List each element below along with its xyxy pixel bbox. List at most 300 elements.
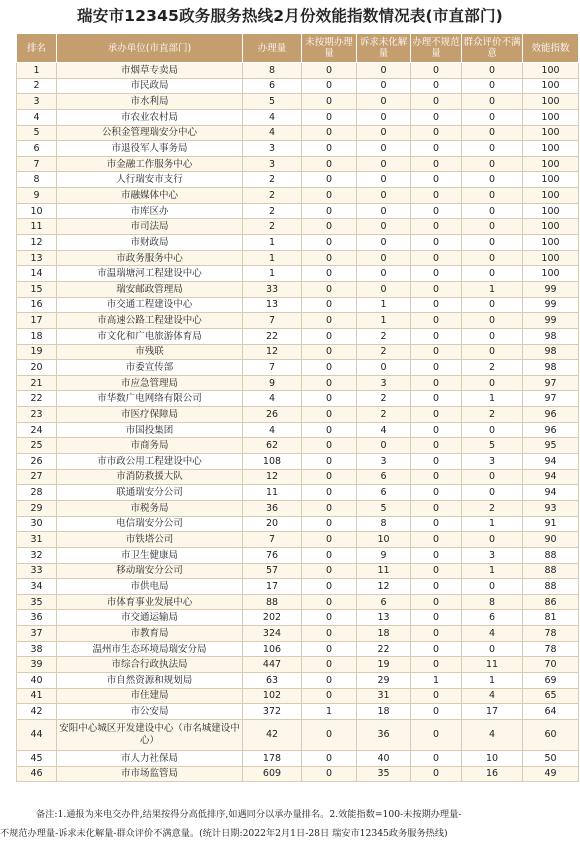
- cell-overdue: 0: [302, 500, 357, 516]
- table-row: [17, 641, 579, 657]
- cell-overdue: 0: [302, 188, 357, 204]
- cell-unit: 市人力社保局: [57, 750, 243, 766]
- cell-rank: 24: [17, 422, 57, 438]
- cell-unit: 市铁塔公司: [57, 532, 243, 548]
- cell-rank: 19: [17, 344, 57, 360]
- cell-dissatisfied: 0: [462, 188, 523, 204]
- cell-rank: 7: [17, 156, 57, 172]
- header-unit: 承办单位(市直部门): [57, 34, 243, 63]
- cell-volume: 4: [243, 391, 302, 407]
- cell-unresolved: 19: [357, 657, 411, 673]
- cell-volume: 57: [243, 563, 302, 579]
- cell-irregular: 0: [411, 563, 462, 579]
- cell-irregular: 0: [411, 547, 462, 563]
- cell-volume: 102: [243, 688, 302, 704]
- cell-unresolved: 0: [357, 203, 411, 219]
- cell-rank: 20: [17, 360, 57, 376]
- cell-unresolved: 6: [357, 594, 411, 610]
- cell-unit: 市综合行政执法局: [57, 657, 243, 673]
- cell-unit: 瑞安邮政管理局: [57, 281, 243, 297]
- cell-dissatisfied: 0: [462, 156, 523, 172]
- cell-overdue: 0: [302, 516, 357, 532]
- cell-unresolved: 0: [357, 235, 411, 251]
- cell-unresolved: 0: [357, 266, 411, 282]
- cell-unresolved: 5: [357, 500, 411, 516]
- cell-rank: 11: [17, 219, 57, 235]
- cell-irregular: 0: [411, 594, 462, 610]
- cell-unit: 市融媒体中心: [57, 188, 243, 204]
- cell-efficiency-index: 65: [523, 688, 579, 704]
- cell-unit: 市教育局: [57, 626, 243, 642]
- table-row: [17, 532, 579, 548]
- cell-efficiency-index: 94: [523, 485, 579, 501]
- cell-volume: 63: [243, 672, 302, 688]
- cell-rank: 37: [17, 626, 57, 642]
- table-row: [17, 328, 579, 344]
- cell-unit: 市温瑞塘河工程建设中心: [57, 266, 243, 282]
- cell-volume: 6: [243, 78, 302, 94]
- cell-irregular: 0: [411, 579, 462, 595]
- cell-dissatisfied: 0: [462, 78, 523, 94]
- cell-rank: 21: [17, 375, 57, 391]
- cell-unresolved: 0: [357, 78, 411, 94]
- cell-dissatisfied: 0: [462, 125, 523, 141]
- cell-overdue: 0: [302, 313, 357, 329]
- table-row: [17, 719, 579, 750]
- cell-dissatisfied: 1: [462, 391, 523, 407]
- table-row: [17, 63, 579, 79]
- table-row: [17, 438, 579, 454]
- cell-dissatisfied: 1: [462, 281, 523, 297]
- cell-dissatisfied: 0: [462, 203, 523, 219]
- cell-irregular: 0: [411, 610, 462, 626]
- cell-dissatisfied: 0: [462, 469, 523, 485]
- cell-volume: 4: [243, 422, 302, 438]
- table-header-row: [17, 34, 579, 63]
- cell-rank: 16: [17, 297, 57, 313]
- cell-dissatisfied: 0: [462, 250, 523, 266]
- table-row: [17, 109, 579, 125]
- cell-volume: 62: [243, 438, 302, 454]
- cell-rank: 9: [17, 188, 57, 204]
- cell-efficiency-index: 88: [523, 579, 579, 595]
- cell-efficiency-index: 93: [523, 500, 579, 516]
- cell-rank: 46: [17, 766, 57, 782]
- table-row: [17, 250, 579, 266]
- cell-rank: 29: [17, 500, 57, 516]
- cell-overdue: 0: [302, 141, 357, 157]
- table-row: [17, 579, 579, 595]
- cell-volume: 2: [243, 219, 302, 235]
- cell-overdue: 0: [302, 250, 357, 266]
- footnote-line-2: 不规范办理量-诉求未化解量-群众评价不满意量。(统计日期:2022年2月1日-28日 瑞安市12345政务服务热线): [0, 828, 448, 839]
- cell-volume: 7: [243, 313, 302, 329]
- cell-irregular: 0: [411, 125, 462, 141]
- cell-volume: 13: [243, 297, 302, 313]
- cell-unit: 市消防救援大队: [57, 469, 243, 485]
- cell-unit: 人行瑞安市支行: [57, 172, 243, 188]
- cell-rank: 5: [17, 125, 57, 141]
- table-row: [17, 94, 579, 110]
- header-unresolved: 诉求未化解量: [357, 34, 411, 63]
- cell-dissatisfied: 6: [462, 610, 523, 626]
- table-row: [17, 563, 579, 579]
- cell-unit: 移动瑞安分公司: [57, 563, 243, 579]
- cell-irregular: 0: [411, 657, 462, 673]
- cell-dissatisfied: 0: [462, 313, 523, 329]
- cell-efficiency-index: 100: [523, 156, 579, 172]
- table-body: [17, 63, 579, 782]
- cell-unresolved: 13: [357, 610, 411, 626]
- table-row: [17, 344, 579, 360]
- cell-unresolved: 0: [357, 125, 411, 141]
- cell-irregular: 0: [411, 766, 462, 782]
- cell-dissatisfied: 0: [462, 579, 523, 595]
- cell-unit: 市医疗保障局: [57, 407, 243, 423]
- cell-efficiency-index: 50: [523, 750, 579, 766]
- cell-efficiency-index: 100: [523, 172, 579, 188]
- cell-volume: 88: [243, 594, 302, 610]
- cell-overdue: 1: [302, 704, 357, 720]
- table-row: [17, 297, 579, 313]
- cell-volume: 1: [243, 235, 302, 251]
- table-row: [17, 516, 579, 532]
- cell-overdue: 0: [302, 203, 357, 219]
- cell-dissatisfied: 2: [462, 500, 523, 516]
- cell-efficiency-index: 96: [523, 422, 579, 438]
- cell-irregular: 0: [411, 454, 462, 470]
- cell-dissatisfied: 16: [462, 766, 523, 782]
- cell-unit: 市市场监管局: [57, 766, 243, 782]
- cell-overdue: 0: [302, 485, 357, 501]
- cell-volume: 12: [243, 344, 302, 360]
- cell-dissatisfied: 0: [462, 63, 523, 79]
- cell-irregular: 0: [411, 422, 462, 438]
- cell-unit: 市税务局: [57, 500, 243, 516]
- cell-unit: 安阳中心城区开发建设中心（市名城建设中心）: [57, 719, 243, 750]
- cell-unresolved: 6: [357, 469, 411, 485]
- cell-efficiency-index: 97: [523, 391, 579, 407]
- table-row: [17, 704, 579, 720]
- cell-rank: 30: [17, 516, 57, 532]
- cell-rank: 10: [17, 203, 57, 219]
- cell-unresolved: 11: [357, 563, 411, 579]
- table-row: [17, 188, 579, 204]
- cell-irregular: 0: [411, 500, 462, 516]
- table-row: [17, 281, 579, 297]
- cell-rank: 41: [17, 688, 57, 704]
- cell-rank: 31: [17, 532, 57, 548]
- cell-efficiency-index: 100: [523, 250, 579, 266]
- table-row: [17, 235, 579, 251]
- cell-irregular: 0: [411, 141, 462, 157]
- cell-overdue: 0: [302, 63, 357, 79]
- cell-overdue: 0: [302, 78, 357, 94]
- cell-efficiency-index: 100: [523, 266, 579, 282]
- cell-unit: 市高速公路工程建设中心: [57, 313, 243, 329]
- cell-unresolved: 31: [357, 688, 411, 704]
- cell-unit: 市文化和广电旅游体育局: [57, 328, 243, 344]
- cell-efficiency-index: 78: [523, 641, 579, 657]
- cell-volume: 8: [243, 63, 302, 79]
- cell-unit: 市交通运输局: [57, 610, 243, 626]
- cell-efficiency-index: 70: [523, 657, 579, 673]
- cell-overdue: 0: [302, 532, 357, 548]
- cell-rank: 39: [17, 657, 57, 673]
- cell-rank: 14: [17, 266, 57, 282]
- cell-rank: 8: [17, 172, 57, 188]
- cell-volume: 33: [243, 281, 302, 297]
- cell-irregular: 0: [411, 704, 462, 720]
- cell-volume: 7: [243, 532, 302, 548]
- cell-volume: 2: [243, 203, 302, 219]
- cell-unit: 市财政局: [57, 235, 243, 251]
- cell-overdue: 0: [302, 375, 357, 391]
- table-row: [17, 657, 579, 673]
- cell-dissatisfied: 1: [462, 563, 523, 579]
- cell-overdue: 0: [302, 94, 357, 110]
- cell-efficiency-index: 98: [523, 344, 579, 360]
- cell-overdue: 0: [302, 219, 357, 235]
- cell-overdue: 0: [302, 563, 357, 579]
- cell-irregular: 0: [411, 688, 462, 704]
- cell-volume: 372: [243, 704, 302, 720]
- cell-dissatisfied: 0: [462, 141, 523, 157]
- cell-unit: 市交通工程建设中心: [57, 297, 243, 313]
- cell-volume: 42: [243, 719, 302, 750]
- cell-overdue: 0: [302, 328, 357, 344]
- cell-unit: 市卫生健康局: [57, 547, 243, 563]
- cell-irregular: 0: [411, 438, 462, 454]
- cell-unit: 电信瑞安分公司: [57, 516, 243, 532]
- cell-efficiency-index: 100: [523, 141, 579, 157]
- cell-unit: 公积金管理瑞安分中心: [57, 125, 243, 141]
- cell-efficiency-index: 100: [523, 78, 579, 94]
- cell-overdue: 0: [302, 344, 357, 360]
- cell-volume: 2: [243, 188, 302, 204]
- cell-volume: 76: [243, 547, 302, 563]
- table-row: [17, 500, 579, 516]
- cell-overdue: 0: [302, 610, 357, 626]
- cell-rank: 36: [17, 610, 57, 626]
- cell-dissatisfied: 10: [462, 750, 523, 766]
- header-rank: 排名: [17, 34, 57, 63]
- cell-dissatisfied: 0: [462, 109, 523, 125]
- cell-unit: 市供电局: [57, 579, 243, 595]
- cell-irregular: 0: [411, 78, 462, 94]
- cell-irregular: 0: [411, 109, 462, 125]
- cell-volume: 7: [243, 360, 302, 376]
- cell-efficiency-index: 90: [523, 532, 579, 548]
- table-row: [17, 422, 579, 438]
- cell-dissatisfied: 0: [462, 297, 523, 313]
- cell-unresolved: 0: [357, 281, 411, 297]
- cell-rank: 26: [17, 454, 57, 470]
- cell-overdue: 0: [302, 594, 357, 610]
- cell-unresolved: 0: [357, 141, 411, 157]
- cell-efficiency-index: 69: [523, 672, 579, 688]
- cell-rank: 1: [17, 63, 57, 79]
- cell-unresolved: 1: [357, 313, 411, 329]
- table-row: [17, 469, 579, 485]
- cell-efficiency-index: 99: [523, 281, 579, 297]
- cell-irregular: 0: [411, 313, 462, 329]
- cell-rank: 15: [17, 281, 57, 297]
- cell-volume: 9: [243, 375, 302, 391]
- header-dissatisfied: 群众评价不满意: [462, 34, 523, 63]
- cell-dissatisfied: 0: [462, 532, 523, 548]
- cell-rank: 4: [17, 109, 57, 125]
- cell-overdue: 0: [302, 454, 357, 470]
- cell-volume: 11: [243, 485, 302, 501]
- cell-irregular: 0: [411, 626, 462, 642]
- cell-efficiency-index: 96: [523, 407, 579, 423]
- cell-dissatisfied: 0: [462, 422, 523, 438]
- cell-dissatisfied: 17: [462, 704, 523, 720]
- cell-overdue: 0: [302, 547, 357, 563]
- table-row: [17, 141, 579, 157]
- cell-dissatisfied: 0: [462, 485, 523, 501]
- table-row: [17, 407, 579, 423]
- cell-unresolved: 0: [357, 94, 411, 110]
- cell-unresolved: 4: [357, 422, 411, 438]
- cell-unit: 市华数广电网络有限公司: [57, 391, 243, 407]
- cell-overdue: 0: [302, 688, 357, 704]
- cell-unresolved: 0: [357, 360, 411, 376]
- header-efficiency-index: 效能指数: [523, 34, 579, 63]
- cell-dissatisfied: 3: [462, 454, 523, 470]
- footnote-line-1: 备注:1.通报为来电交办件,结果按得分高低排序,如遇同分以承办量排名。2.效能指数=100-未按期办理量-: [36, 809, 462, 820]
- cell-overdue: 0: [302, 672, 357, 688]
- cell-efficiency-index: 94: [523, 454, 579, 470]
- cell-unit: 市委宣传部: [57, 360, 243, 376]
- cell-rank: 12: [17, 235, 57, 251]
- cell-rank: 35: [17, 594, 57, 610]
- cell-unit: 联通瑞安分公司: [57, 485, 243, 501]
- cell-rank: 17: [17, 313, 57, 329]
- cell-volume: 178: [243, 750, 302, 766]
- cell-dissatisfied: 1: [462, 516, 523, 532]
- cell-dissatisfied: 2: [462, 407, 523, 423]
- cell-irregular: 0: [411, 750, 462, 766]
- table-row: [17, 360, 579, 376]
- cell-unit: 市退役军人事务局: [57, 141, 243, 157]
- cell-irregular: 0: [411, 203, 462, 219]
- cell-dissatisfied: 1: [462, 672, 523, 688]
- cell-efficiency-index: 100: [523, 188, 579, 204]
- cell-volume: 447: [243, 657, 302, 673]
- cell-dissatisfied: 11: [462, 657, 523, 673]
- cell-unresolved: 3: [357, 454, 411, 470]
- cell-efficiency-index: 100: [523, 125, 579, 141]
- table-row: [17, 125, 579, 141]
- cell-overdue: 0: [302, 297, 357, 313]
- cell-irregular: 0: [411, 297, 462, 313]
- cell-efficiency-index: 81: [523, 610, 579, 626]
- cell-overdue: 0: [302, 766, 357, 782]
- header-volume: 办理量: [243, 34, 302, 63]
- cell-efficiency-index: 100: [523, 219, 579, 235]
- cell-rank: 32: [17, 547, 57, 563]
- cell-dissatisfied: 4: [462, 719, 523, 750]
- cell-unresolved: 12: [357, 579, 411, 595]
- table-row: [17, 156, 579, 172]
- cell-unresolved: 36: [357, 719, 411, 750]
- table-row: [17, 626, 579, 642]
- cell-irregular: 0: [411, 360, 462, 376]
- table-row: [17, 594, 579, 610]
- table-row: [17, 172, 579, 188]
- cell-rank: 2: [17, 78, 57, 94]
- cell-overdue: 0: [302, 156, 357, 172]
- cell-overdue: 0: [302, 657, 357, 673]
- cell-volume: 202: [243, 610, 302, 626]
- cell-efficiency-index: 100: [523, 63, 579, 79]
- cell-overdue: 0: [302, 719, 357, 750]
- cell-efficiency-index: 98: [523, 328, 579, 344]
- cell-unresolved: 40: [357, 750, 411, 766]
- cell-irregular: 0: [411, 188, 462, 204]
- cell-unresolved: 0: [357, 250, 411, 266]
- cell-unit: 市商务局: [57, 438, 243, 454]
- cell-rank: 34: [17, 579, 57, 595]
- cell-unresolved: 0: [357, 172, 411, 188]
- cell-rank: 23: [17, 407, 57, 423]
- cell-overdue: 0: [302, 360, 357, 376]
- cell-unresolved: 18: [357, 704, 411, 720]
- cell-irregular: 0: [411, 266, 462, 282]
- cell-overdue: 0: [302, 125, 357, 141]
- cell-unresolved: 9: [357, 547, 411, 563]
- cell-volume: 22: [243, 328, 302, 344]
- cell-unresolved: 18: [357, 626, 411, 642]
- cell-efficiency-index: 91: [523, 516, 579, 532]
- table-row: [17, 672, 579, 688]
- cell-unresolved: 6: [357, 485, 411, 501]
- cell-rank: 3: [17, 94, 57, 110]
- table-row: [17, 688, 579, 704]
- table-row: [17, 266, 579, 282]
- cell-unit: 市烟草专卖局: [57, 63, 243, 79]
- cell-dissatisfied: 2: [462, 360, 523, 376]
- cell-irregular: 0: [411, 94, 462, 110]
- cell-efficiency-index: 100: [523, 94, 579, 110]
- table-row: [17, 313, 579, 329]
- cell-unresolved: 0: [357, 63, 411, 79]
- cell-volume: 106: [243, 641, 302, 657]
- cell-unresolved: 3: [357, 375, 411, 391]
- table-row: [17, 766, 579, 782]
- cell-unresolved: 0: [357, 438, 411, 454]
- cell-unresolved: 0: [357, 109, 411, 125]
- table-row: [17, 375, 579, 391]
- cell-efficiency-index: 78: [523, 626, 579, 642]
- cell-unit: 市农业农村局: [57, 109, 243, 125]
- header-irregular: 办理不规范量: [411, 34, 462, 63]
- page-title: 瑞安市12345政务服务热线2月份效能指数情况表(市直部门): [77, 7, 503, 25]
- cell-overdue: 0: [302, 641, 357, 657]
- cell-efficiency-index: 100: [523, 109, 579, 125]
- cell-rank: 27: [17, 469, 57, 485]
- cell-overdue: 0: [302, 235, 357, 251]
- cell-rank: 42: [17, 704, 57, 720]
- cell-unit: 温州市生态环境局瑞安分局: [57, 641, 243, 657]
- cell-unresolved: 1: [357, 297, 411, 313]
- cell-volume: 17: [243, 579, 302, 595]
- cell-unit: 市体育事业发展中心: [57, 594, 243, 610]
- cell-irregular: 0: [411, 719, 462, 750]
- cell-overdue: 0: [302, 407, 357, 423]
